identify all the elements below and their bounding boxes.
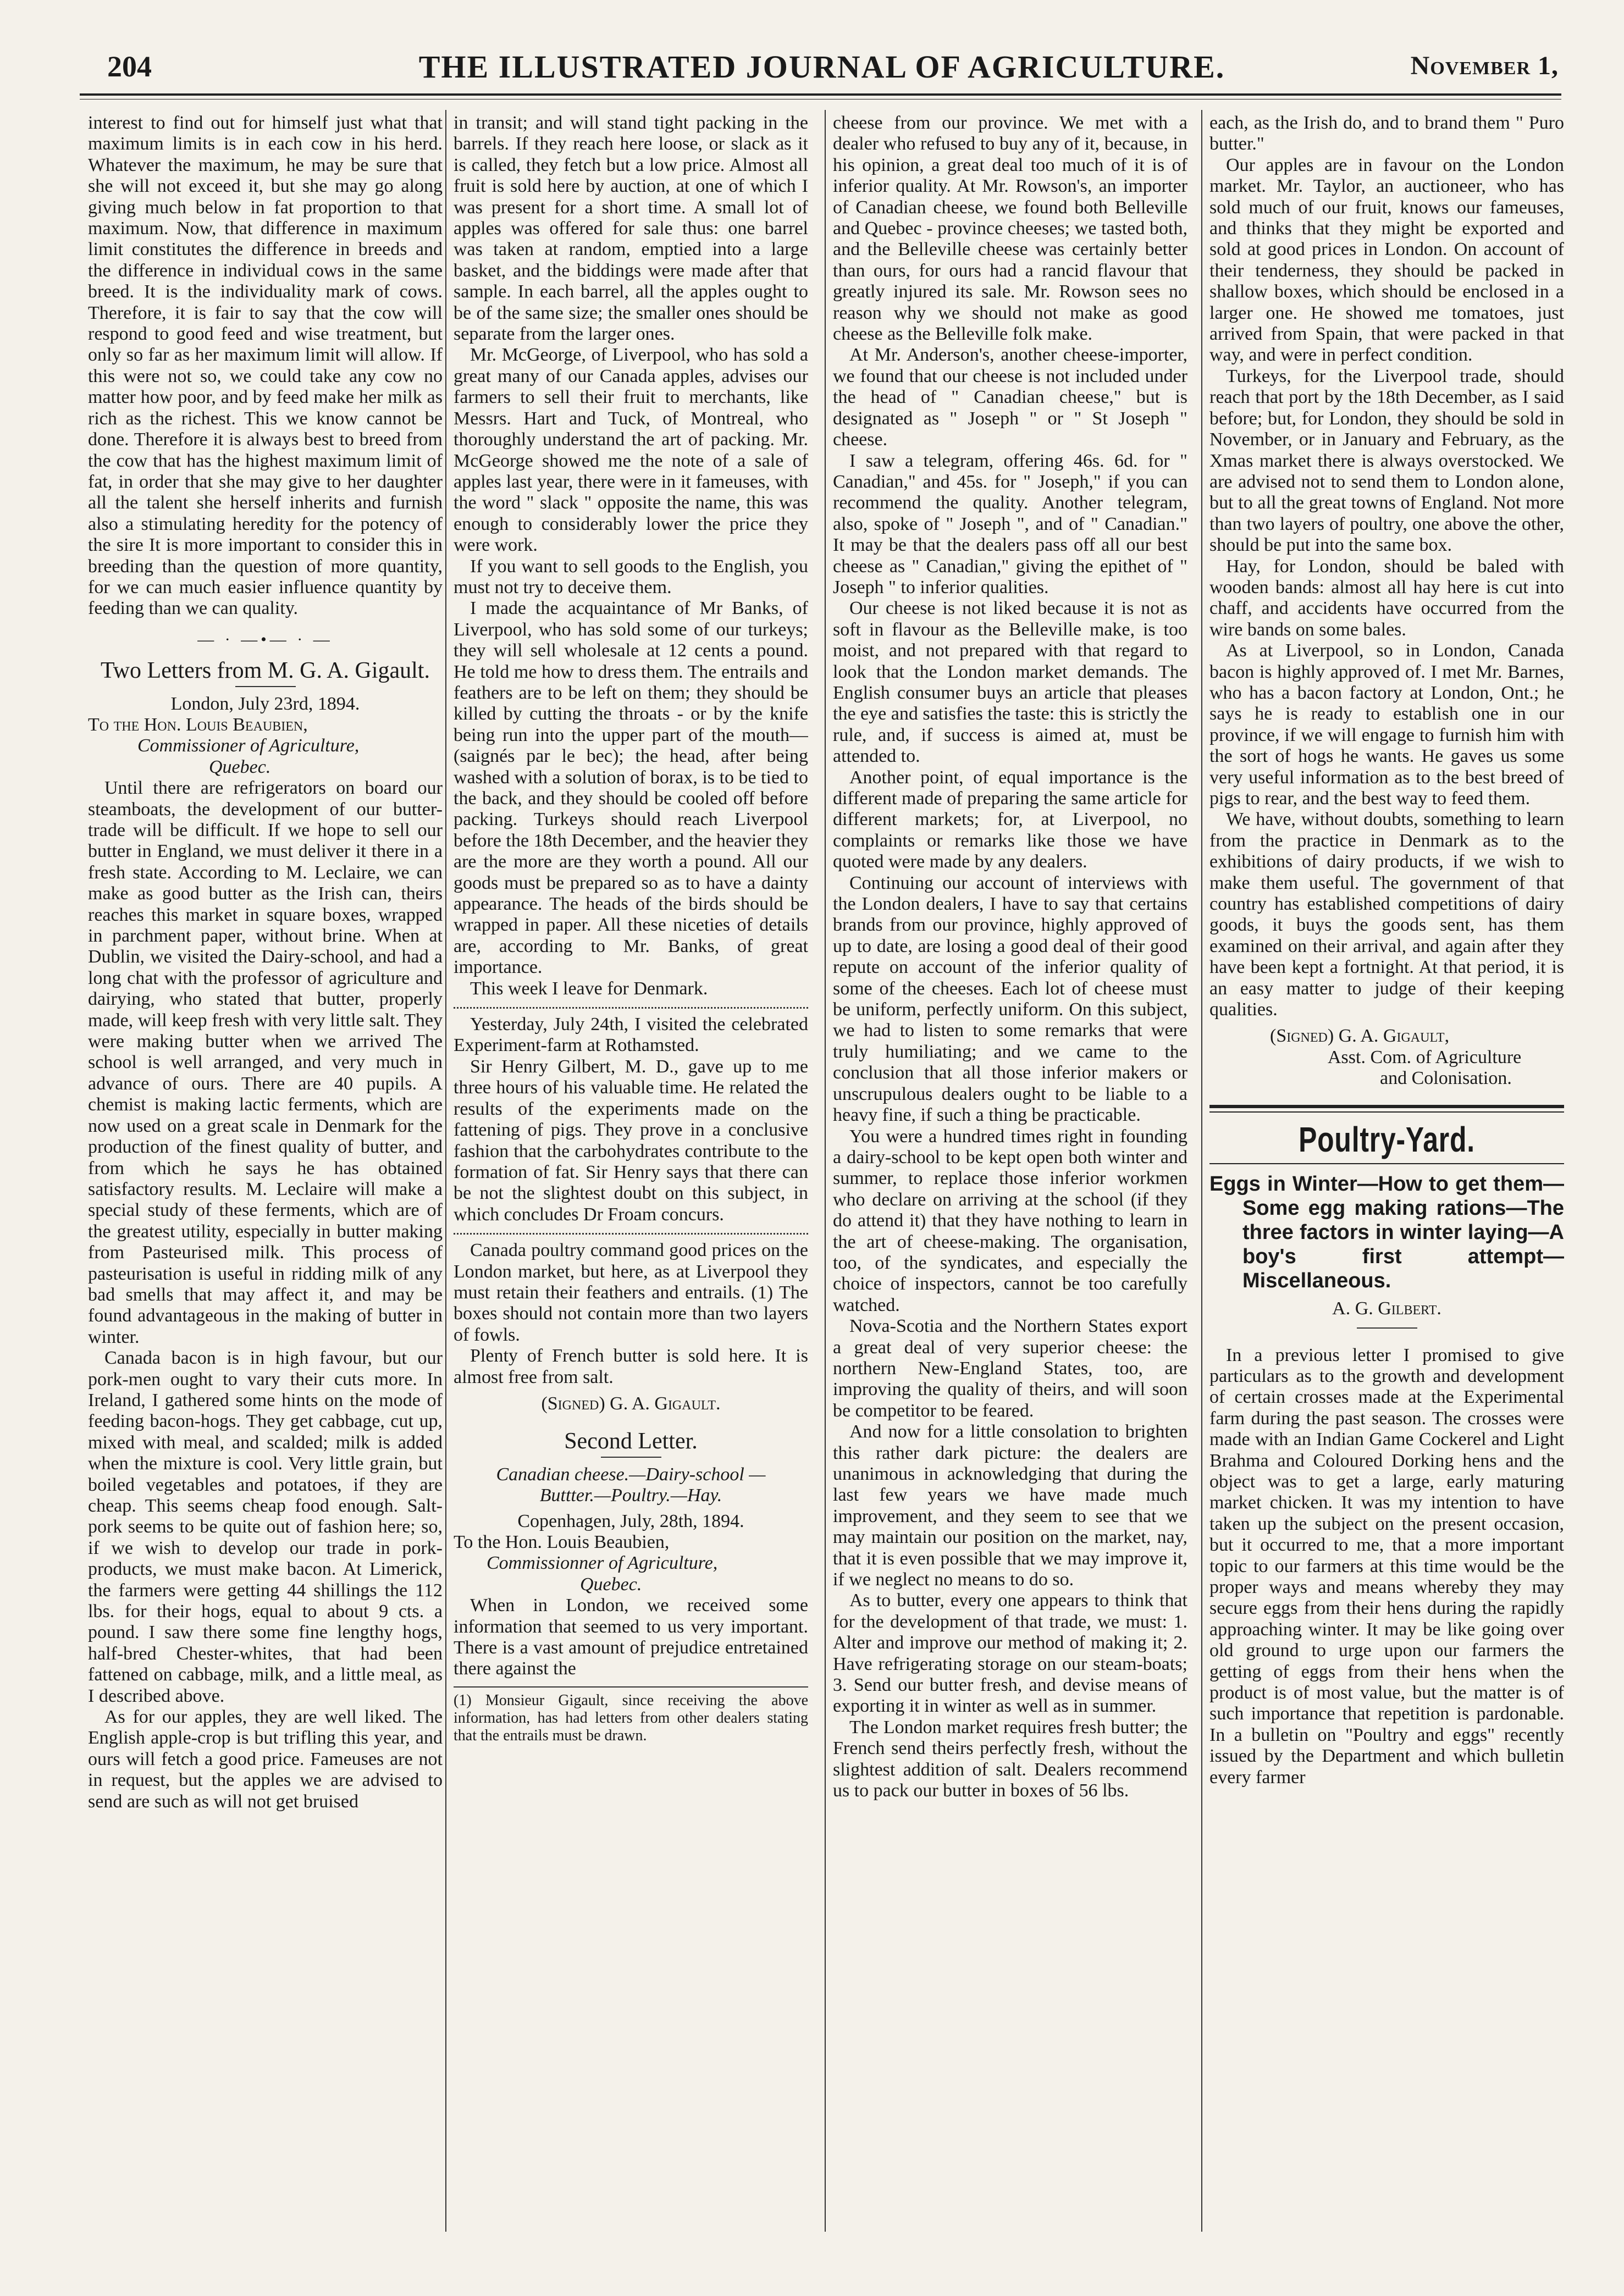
addressee-place: Quebec.	[580, 1574, 642, 1595]
paragraph: At Mr. Anderson's, another cheese-importer, we found that our cheese is not included under the head of " Canadian cheese," but is designated as " Joseph " or " St Joseph " cheese.	[833, 345, 1187, 450]
header-rule	[80, 93, 1561, 96]
heading-rule	[235, 686, 296, 687]
paragraph: Until there are refrigerators on board our steamboats, the development of our butter-trade will be difficult. If we hope to sell our butter in England, we must deliver it there in a fresh state. According to M. Leclaire, we can make as good butter as the Irish can, theirs reaches this market in square boxes, wrapped in parchment paper, without brine. When at Dublin, we visited the Dairy-school, and had a long chat with the professor of agriculture and dairying, who stated that butter, properly made, will keep fresh with very little salt. They were making butter when we arrived The school is well arranged, and very much in advance of ours. There are 40 pupils. A chemist is making lactic ferments, which are now used on a great scale in Denmark for the production of the finest quality of butter, and from which he says he has obtained satisfactory results. M. Leclaire will make a special study of these ferments, which are of the greatest utility, especially in butter making from Pasteurised milk. This process of pasteurisation is useful in ridding milk of any bad smells that may affect it, and may be found advantageous in the making of butter in winter.	[88, 778, 443, 1347]
paragraph: I made the acquaintance of Mr Banks, of Liverpool, who has sold some of our turkeys; they will sell wholesale at 12 cents a pound. He told me how to dress them. The entrails and feathers are to be left on them; they should be killed by cutting the throats - or by the knife being run into the upper part of the mouth—(saignés par le bec); the head, after being washed with a solution of borax, is to be tied to the back, and they should be cooled off before packing. Turkeys should reach Liverpool before the 18th December, and the heavier they are the more are they worth a pound. All our goods must be prepared so as to have a dainty appearance. The heads of the birds should be wrapped in paper. All these niceties of details are, according to Mr. Banks, of great importance.	[454, 598, 808, 978]
column-divider	[825, 110, 826, 2232]
dotted-divider	[454, 1233, 808, 1235]
section-heading: Second Letter.	[564, 1429, 698, 1454]
dateline: Copenhagen, July, 28th, 1894.	[517, 1511, 744, 1531]
letter-subject: Canadian cheese.—Dairy-school — Buttter.—Poultry.—Hay.	[496, 1464, 766, 1506]
paragraph: cheese from our province. We met with a dealer who refused to buy any of it, because, in his opinion, a great deal too much of it is of inferior quality. At Mr. Rowson's, an importer of Canadian cheese, we found both Belleville and Quebec - province cheeses; we tasted both, and the Belleville cheese was certainly better than ours, for ours had a rancid flavour that greatly injured its sale. Mr. Rowson sees no reason why we should not make as good cheese as the Belleville folk make.	[833, 113, 1187, 345]
column-2	[454, 113, 808, 2234]
paragraph: Our cheese is not liked because it is not as soft in flavour as the Belleville make, is too moist, and not prepared with that regard to look that the London market demands. The English consumer buys an article that pleases the eye and satisfies the taste: this is strictly the rule, and, if success is aimed at, must be attended to.	[833, 598, 1187, 767]
paragraph: As to butter, every one appears to think that for the development of that trade, we must: 1. Alter and improve our method of making it; 2. Have refrigerating storage on our steam-boats; 3. Send our butter fresh, and devise means of exporting it in winter as well as in summer.	[833, 1590, 1187, 1717]
paragraph: If you want to sell goods to the English, you must not try to deceive them.	[454, 556, 808, 597]
signature-title: and Colonisation.	[1380, 1068, 1512, 1089]
author-byline: A. G. Gilbert.	[1332, 1298, 1441, 1319]
dotted-divider	[454, 1007, 808, 1009]
paragraph: You were a hundred times right in founding a dairy-school to be kept open both winter and summer, to replace those inferior workmen who declare on arriving at the school (if they do attend it) that they have nothing to learn in the art of cheese-making. The organisation, too, of the syndicates, and especially the choice of inspectors, cannot be too carefully watched.	[833, 1126, 1187, 1315]
section-rule-thin	[1209, 1111, 1564, 1113]
column-1	[88, 113, 443, 2234]
paragraph: As at Liverpool, so in London, Canada bacon is highly approved of. I met Mr. Barnes, who has a bacon factory at London, Ont.; he says he is ready to establish one in our province, if we will engage to furnish him with the sort of hogs he wants. He gaves us some very useful information as to the best breed of pigs to rear, and the best way to feed them.	[1209, 640, 1564, 809]
article-subheading: Eggs in Winter—How to get them—Some egg making rations—The three factors in winter laying—A boy's first attempt—Miscellaneous.	[1209, 1172, 1564, 1293]
paragraph: interest to find out for himself just what that maximum limits is in each cow in his herd. Whatever the maximum, he may be sure that she will not exceed it, but she may go along giving much below in fat proportion to that maximum. Now, that difference in maximum limit constitutes the difference in breeds and the difference in individual cows in the same breed. It is the individuality mark of cows. Therefore, it is fair to say that the cow will respond to good feed and wise treatment, but only so far as her maximum limit will allow. If this were not so, we could take any cow no matter how poor, and by feed make her milk as rich as the richest. This we know cannot be done. Therefore it is always best to breed from the cow that has the highest maximum limit of fat, in order that she may give to her daughter all the talent she herself inherits and furnish also a stimulating heredity for the potency of the sire It is more important to consider this in breeding than the question of more quantity, for we can much easier influence quantity by feeding than we can quality.	[88, 113, 443, 619]
page-number: 204	[107, 50, 152, 83]
paragraph: Continuing our account of interviews with the London dealers, I have to say that certains brands from our province, highly approved of up to date, are losing a good deal of their good repute on account of the inferior quality of some of the cheeses. Each lot of cheese must be uniform, perfectly uniform. On this subject, we had to listen to some remarks that were truly humiliating; and we came to the conclusion that all those inferior makers or unscrupulous dealers ought to be liable to a heavy fine, if such a thing be practicable.	[833, 872, 1187, 1126]
addressee: To the Hon. Louis Beaubien,	[88, 714, 308, 735]
heading-rule	[601, 1457, 661, 1458]
paragraph: As for our apples, they are well liked. The English apple-crop is but trifling this year, and ours will fetch a good price. Fameuses are not in request, but the apples we are advised to send are such as will not get bruised	[88, 1707, 443, 1812]
paragraph: And now for a little consolation to brighten this rather dark picture: the dealers are unanimous in acknowledging that during the last few years we have made much improvement, and they seem to see that we may maintain our position on the market, nay, that it is even possible that we may improve it, if we neglect no means to do so.	[833, 1421, 1187, 1590]
column-4	[1209, 113, 1564, 2234]
addressee-title: Commissioner of Agriculture,	[137, 735, 360, 756]
section-rule-thick	[1209, 1105, 1564, 1108]
paragraph: Canada bacon is in high favour, but our pork-men ought to vary their cuts more. In Ireland, I gathered some hints on the mode of feeding bacon-hogs. They get cabbage, cut up, mixed with meal, and scalded; milk is added when the mixture is cool. Very little grain, but boiled vegetables and potatoes, if they are cheap. This seems cheap food enough. Salt-pork seems to be quite out of fashion here; so, if we wish to develop our trade in pork-products, we must make bacon. At Limerick, the farmers were getting 44 shillings the 112 lbs. for their hogs, equal to about 9 cts. a pound. I saw there some fine lengthy hogs, half-bred Chester-whites, that had been fattened on cabbage, milk, and a little meal, as I described above.	[88, 1348, 443, 1706]
issue-date: November 1,	[1410, 51, 1559, 80]
signature: (Signed) G. A. Gigault.	[541, 1393, 721, 1414]
dateline: London, July 23rd, 1894.	[170, 693, 360, 714]
paragraph: Canada poultry command good prices on the London market, but here, as at Liverpool they must retain their feathers and entrails. (1) The boxes should not contain more than two layers of fowls.	[454, 1240, 808, 1345]
paragraph: I saw a telegram, offering 46s. 6d. for " Canadian," and 45s. for " Joseph," if you can recommend the quality. Another telegram, also, spoke of " Joseph ", and of " Canadian." It may be that the dealers pass off all our best cheese as " Canadian," giving the epithet of " Joseph " to inferior qualities.	[833, 450, 1187, 597]
paragraph: The London market requires fresh butter; the French send theirs perfectly fresh, without the slightest addition of salt. Dealers recommend us to pack our butter in boxes of 56 lbs.	[833, 1717, 1187, 1801]
paragraph: We have, without doubts, something to learn from the practice in Denmark as to the exhibitions of dairy products, if we wish to make them useful. The government of that country has established competitions of dairy goods, it buys the goods sent, has them examined on their arrival, and again after they have been kept a fortnight. At that period, it is an easy matter to judge of their keeping qualities.	[1209, 809, 1564, 1020]
paragraph: in transit; and will stand tight packing in the barrels. If they reach here loose, or slack as it is called, they fetch but a low price. Almost all fruit is sold here by auction, at one of which I was present for a short time. A small lot of apples was offered for sale thus: one barrel was taken at random, emptied into a large basket, and the biddings were made after that sample. In each barrel, all the apples ought to be of the same size; the smaller ones should be separate from the larger ones.	[454, 113, 808, 345]
section-heading-poultry: Poultry-Yard.	[1299, 1119, 1475, 1159]
page-header	[80, 44, 1564, 88]
paragraph: Our apples are in favour on the London market. Mr. Taylor, an auctioneer, who has sold much of our fruit, knows our fameuses, and thinks that they might be exported and sold at good prices in London. On account of their tenderness, they should be packed in shallow boxes, which should be enclosed in a larger one. He showed me tomatoes, just arrived from Spain, that were packed in that way, and were in perfect condition.	[1209, 154, 1564, 366]
heading-rule	[1357, 1327, 1417, 1329]
signature-title: Asst. Com. of Agriculture	[1328, 1047, 1522, 1067]
paragraph: each, as the Irish do, and to brand them " Puro butter."	[1209, 113, 1564, 154]
column-3	[833, 113, 1187, 2234]
ornament-divider: — · —•— · —	[197, 630, 333, 649]
addressee-place: Quebec.	[209, 756, 271, 777]
paragraph: Nova-Scotia and the Northern States export a great deal of very superior cheese: the northern New-England States, too, are improving the quality of theirs, and will soon be competitor to be feared.	[833, 1316, 1187, 1421]
paragraph: Another point, of equal importance is the different made of preparing the same article for different markets; for, at Liverpool, no complaints or remarks like those we have quoted were made by any dealers.	[833, 767, 1187, 872]
paragraph: Yesterday, July 24th, I visited the celebrated Experiment-farm at Rothamsted.	[454, 1014, 808, 1056]
paragraph: Plenty of French butter is sold here. It is almost free from salt.	[454, 1346, 808, 1387]
paragraph: When in London, we received some information that seemed to us very important. There is a vast amount of prejudice entretained there against the	[454, 1595, 808, 1679]
section-rule-thin	[1209, 1163, 1564, 1164]
paragraph: In a previous letter I promised to give particulars as to the growth and development of certain crosses made at the Experimental farm during the past season. The crosses were made with an Indian Game Cockerel and Light Brahma and Coloured Dorking hens and the object was to get a large, early maturing market chicken. It was my intention to have taken up the subject on the present occasion, but it occurred to me, that a more important topic to our farmers at this time would be the proper ways and means whereby they may secure eggs from their hens during the rapidly approaching winter. It may be like going over old ground to urge upon our farmers the getting of eggs from their hens when the product is of most value, but the matter is of such importance that repetition is pardonable. In a bulletin on "Poultry and eggs" recently issued by the Department and which bulletin every farmer	[1209, 1345, 1564, 1788]
journal-title: THE ILLUSTRATED JOURNAL OF AGRICULTURE.	[418, 49, 1225, 85]
addressee: To the Hon. Louis Beaubien,	[454, 1532, 670, 1552]
paragraph: Mr. McGeorge, of Liverpool, who has sold a great many of our Canada apples, advises our farmers to sell their fruit to merchants, like Messrs. Hart and Tuck, of Montreal, who thoroughly understand the art of packing. Mr. McGeorge showed me the note of a sale of apples last year, there were in it fameuses, with the word " slack " opposite the name, this was enough to considerably lower the price they were work.	[454, 345, 808, 556]
paragraph: Hay, for London, should be baled with wooden bands: almost all hay here is cut into chaff, and accidents have occurred from the wire bands on some bales.	[1209, 556, 1564, 640]
section-heading: Two Letters from M. G. A. Gigault.	[101, 658, 430, 684]
signature: (Signed) G. A. Gigault,	[1270, 1026, 1450, 1047]
paragraph: Turkeys, for the Liverpool trade, should reach that port by the 18th December, as I said before; but, for London, they should be sold in November, or in January and February, as the Xmas market there is always overstocked. We are advised not to send them to London alone, but to all the great towns of England. Not more than two layers of poultry, one above the other, should be put into the same box.	[1209, 366, 1564, 556]
footnote: (1) Monsieur Gigault, since receiving the above information, has had letters from other dealers stating that the entrails must be drawn.	[454, 1686, 808, 1745]
column-divider	[1201, 110, 1202, 2232]
paragraph: This week I leave for Denmark.	[470, 978, 708, 999]
addressee-title: Commissionner of Agriculture,	[487, 1553, 718, 1574]
paragraph: Sir Henry Gilbert, M. D., gave up to me three hours of his valuable time. He related the results of the experiments made on the fattening of pigs. They prove in a conclusive fashion that the carbohydrates contribute to the formation of fat. Sir Henry says that there can be not the slightest doubt on this subject, in which concludes Dr Froam concurs.	[454, 1056, 808, 1225]
column-divider	[445, 110, 446, 2232]
